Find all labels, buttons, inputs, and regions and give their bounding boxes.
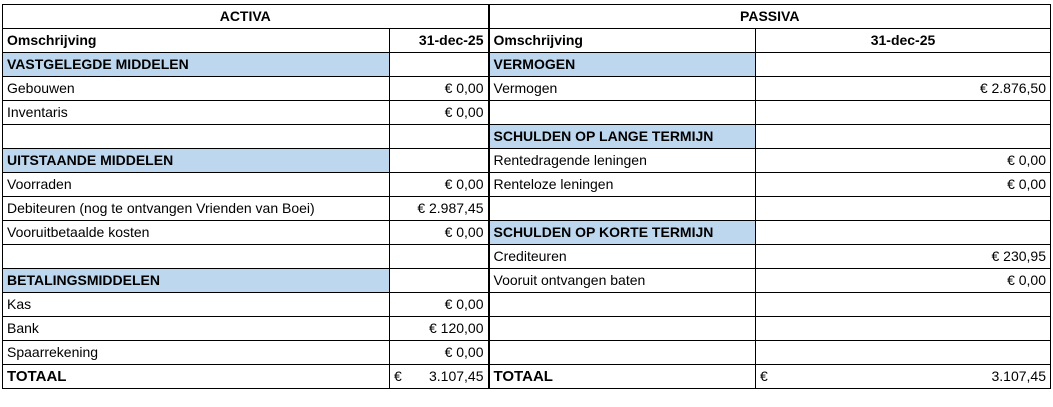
activa-item-value [390, 149, 489, 173]
activa-item-value: € 2.987,45 [390, 197, 489, 221]
activa-item-label: Spaarrekening [3, 341, 390, 365]
passiva-item-value: € 2.876,50 [756, 77, 1051, 101]
column-header-row [3, 29, 1051, 53]
activa-section-label: BETALINGSMIDDELEN [3, 269, 390, 293]
table-row [3, 197, 1051, 221]
activa-item-label [3, 125, 390, 149]
table-row [3, 293, 1051, 317]
activa-total-value [390, 365, 489, 389]
passiva-item-value [756, 221, 1051, 245]
activa-desc-header: Omschrijving [3, 29, 390, 53]
passiva-item-value [756, 53, 1051, 77]
table-row [3, 125, 1051, 149]
activa-section-label: UITSTAANDE MIDDELEN [3, 149, 390, 173]
activa-item-label: Bank [3, 317, 390, 341]
activa-item-value: € 0,00 [390, 77, 489, 101]
table-row [3, 101, 1051, 125]
activa-item-label: Vooruitbetaalde kosten [3, 221, 390, 245]
totals-row [3, 365, 1051, 389]
table-row [3, 149, 1051, 173]
table-row [3, 269, 1051, 293]
table-row [3, 53, 1051, 77]
table-row [3, 317, 1051, 341]
activa-item-label: Inventaris [3, 101, 390, 125]
passiva-item-label: Vermogen [489, 77, 756, 101]
activa-item-label: Kas [3, 293, 390, 317]
balance-sheet [2, 4, 1051, 389]
passiva-total-amount: 3.107,45 [991, 368, 1046, 384]
activa-item-label: Voorraden [3, 173, 390, 197]
activa-item-value [390, 125, 489, 149]
activa-total-currency: € [394, 368, 402, 384]
activa-item-value [390, 269, 489, 293]
passiva-item-value: € 230,95 [756, 245, 1051, 269]
passiva-item-label [489, 197, 756, 221]
passiva-item-label [489, 317, 756, 341]
balance-table [2, 4, 1051, 389]
activa-item-label: Gebouwen [3, 77, 390, 101]
activa-item-value [390, 245, 489, 269]
table-row [3, 77, 1051, 101]
activa-item-value: € 0,00 [390, 341, 489, 365]
activa-header: ACTIVA [3, 5, 489, 29]
passiva-item-label: Crediteuren [489, 245, 756, 269]
passiva-item-label: Vooruit ontvangen baten [489, 269, 756, 293]
passiva-section-label: SCHULDEN OP KORTE TERMIJN [489, 221, 756, 245]
passiva-item-value [756, 293, 1051, 317]
passiva-item-value: € 0,00 [756, 173, 1051, 197]
table-row [3, 341, 1051, 365]
passiva-item-value [756, 317, 1051, 341]
activa-item-value: € 0,00 [390, 221, 489, 245]
table-row [3, 221, 1051, 245]
passiva-item-label [489, 293, 756, 317]
passiva-header: PASSIVA [489, 5, 1051, 29]
activa-date-header: 31-dec-25 [390, 29, 489, 53]
passiva-item-value [756, 341, 1051, 365]
passiva-item-label: Rentedragende leningen [489, 149, 756, 173]
activa-item-label: Debiteuren (nog te ontvangen Vrienden van Boei) [3, 197, 390, 221]
passiva-item-label: Renteloze leningen [489, 173, 756, 197]
passiva-section-label: SCHULDEN OP LANGE TERMIJN [489, 125, 756, 149]
activa-section-label: VASTGELEGDE MIDDELEN [3, 53, 390, 77]
table-row [3, 245, 1051, 269]
passiva-total-value [756, 365, 1051, 389]
table-row [3, 173, 1051, 197]
activa-item-value [390, 53, 489, 77]
passiva-total-label: TOTAAL [489, 365, 756, 389]
passiva-item-value [756, 197, 1051, 221]
activa-item-value: € 120,00 [390, 317, 489, 341]
passiva-date-header: 31-dec-25 [756, 29, 1051, 53]
passiva-desc-header: Omschrijving [489, 29, 756, 53]
passiva-item-label [489, 101, 756, 125]
section-header-row [3, 5, 1051, 29]
activa-item-value: € 0,00 [390, 293, 489, 317]
passiva-item-value [756, 101, 1051, 125]
passiva-total-currency: € [760, 368, 768, 384]
passiva-section-label: VERMOGEN [489, 53, 756, 77]
passiva-item-value: € 0,00 [756, 269, 1051, 293]
activa-total-label: TOTAAL [3, 365, 390, 389]
activa-total-amount: 3.107,45 [429, 368, 484, 384]
activa-item-label [3, 245, 390, 269]
passiva-item-value: € 0,00 [756, 149, 1051, 173]
passiva-item-value [756, 125, 1051, 149]
passiva-item-label [489, 341, 756, 365]
activa-item-value: € 0,00 [390, 173, 489, 197]
activa-item-value: € 0,00 [390, 101, 489, 125]
